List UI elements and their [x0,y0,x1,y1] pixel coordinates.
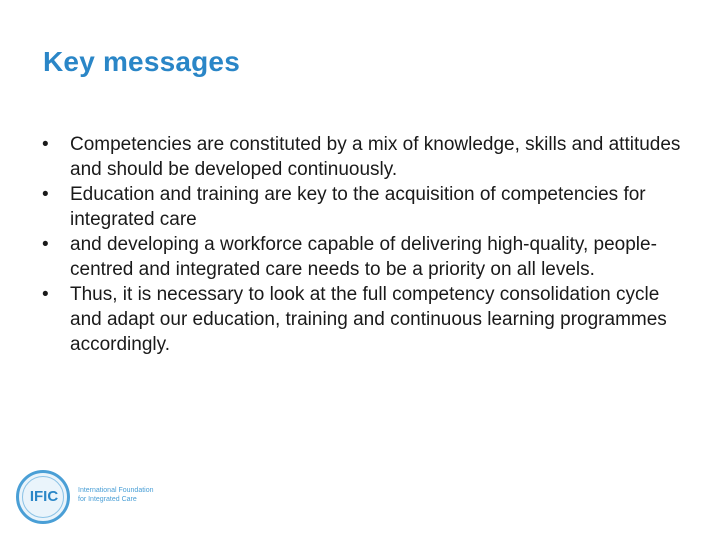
bullet-text: Thus, it is necessary to look at the full competency consolidation cycle and adapt our education, training and continuous learning programmes accordingly. [70,284,667,355]
ific-logo [8,462,158,532]
slide-title: Key messages [43,46,240,77]
bullet-dot: • [42,134,49,155]
bullet-dot: • [42,184,49,205]
bullet-item [42,232,682,282]
bullet-text: Competencies are constituted by a mix of knowledge, skills and attitudes and should be developed continuously. [70,134,681,180]
bullet-item [42,282,682,357]
bullet-item [42,182,682,232]
logo-text: International Foundation for Integrated Care [78,487,154,503]
bullet-list [42,132,682,357]
bullet-dot: • [42,284,49,305]
bullet-text: Education and training are key to the acquisition of competencies for integrated care [70,184,646,230]
bullet-dot: • [42,234,49,255]
bullet-item [42,132,682,182]
bullet-text: and developing a workforce capable of delivering high-quality, people-centred and integrated care needs to be a priority on all levels. [70,234,657,280]
logo-mark: IFIC [29,488,59,505]
